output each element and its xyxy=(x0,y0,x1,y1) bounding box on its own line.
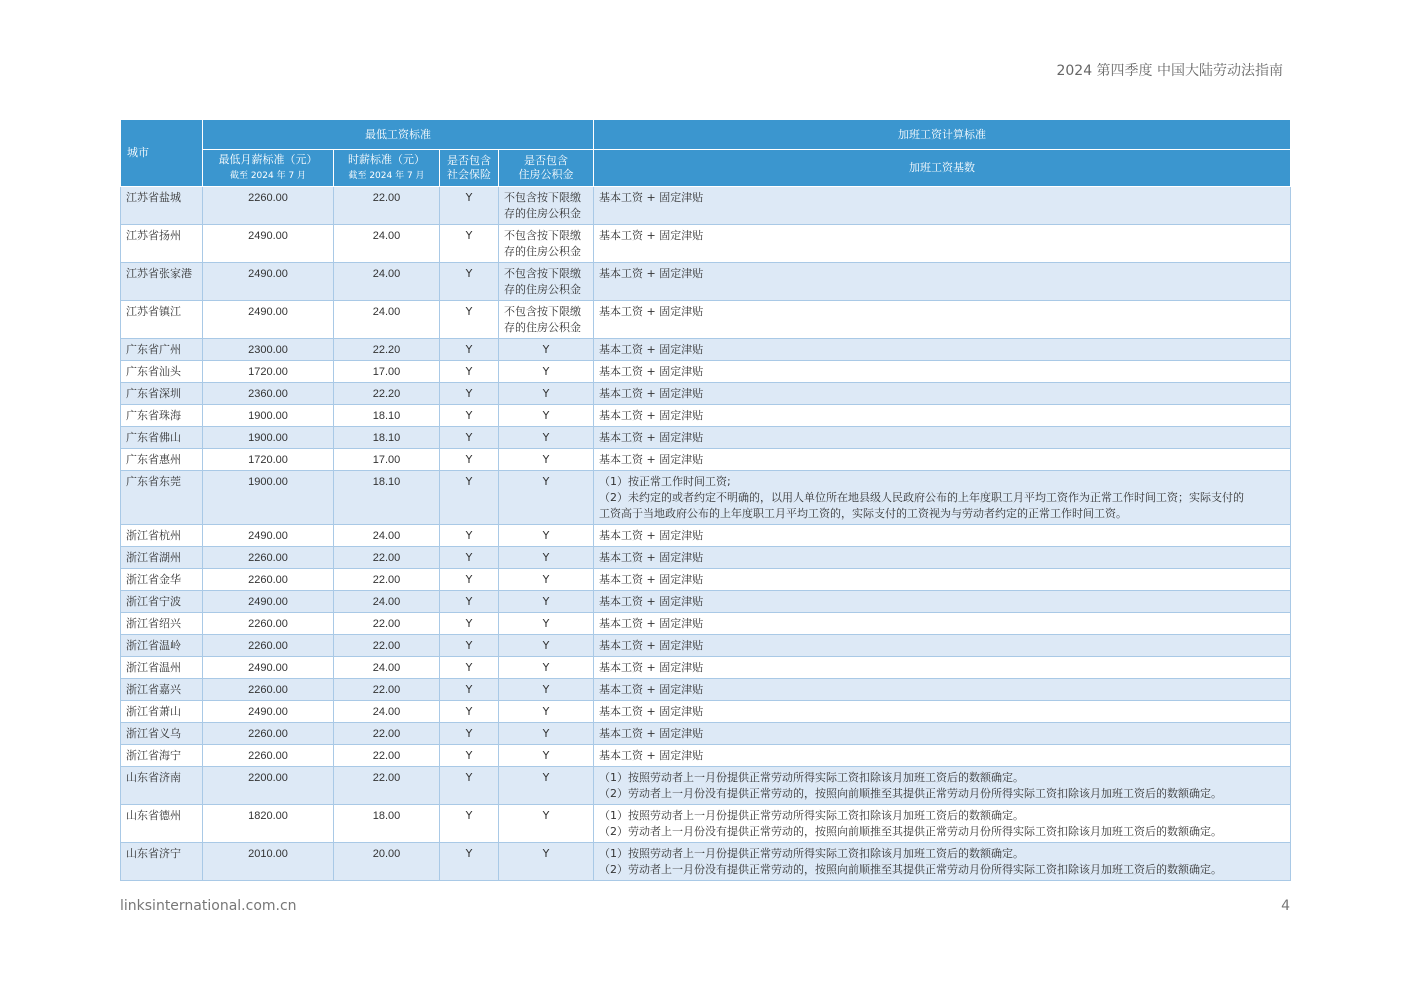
table-row xyxy=(121,263,1291,301)
cell-ot-line: 基本工资 + 固定津贴 xyxy=(599,617,704,630)
cell-ot-line: 基本工资 + 固定津贴 xyxy=(599,453,704,466)
cell-hourly: 24.00 xyxy=(334,701,440,723)
table-row xyxy=(121,361,1291,383)
table-row xyxy=(121,225,1291,263)
cell-ot-line: 基本工资 + 固定津贴 xyxy=(599,749,704,762)
table-row xyxy=(121,427,1291,449)
cell-housing xyxy=(499,383,594,405)
cell-ot-base xyxy=(594,187,1291,225)
cell-ot-line: 基本工资 + 固定津贴 xyxy=(599,705,704,718)
cell-monthly: 1720.00 xyxy=(203,361,334,383)
cell-monthly: 2260.00 xyxy=(203,547,334,569)
cell-city: 江苏省张家港 xyxy=(121,263,203,301)
table-row xyxy=(121,525,1291,547)
cell-social: Y xyxy=(440,187,499,225)
cell-monthly: 1900.00 xyxy=(203,405,334,427)
cell-ot-base xyxy=(594,339,1291,361)
cell-hourly: 18.10 xyxy=(334,471,440,525)
cell-housing xyxy=(499,405,594,427)
cell-ot-base xyxy=(594,263,1291,301)
cell-social: Y xyxy=(440,427,499,449)
cell-ot-line: 基本工资 + 固定津贴 xyxy=(599,529,704,542)
page-number: 4 xyxy=(1281,898,1290,914)
table-row xyxy=(121,569,1291,591)
cell-ot-base xyxy=(594,301,1291,339)
table-row xyxy=(121,383,1291,405)
cell-monthly: 2260.00 xyxy=(203,723,334,745)
cell-ot-line: 基本工资 + 固定津贴 xyxy=(599,727,704,740)
cell-city: 江苏省镇江 xyxy=(121,301,203,339)
cell-monthly: 2260.00 xyxy=(203,679,334,701)
header-min-wage-group: 最低工资标准 xyxy=(203,120,594,150)
cell-hourly: 24.00 xyxy=(334,225,440,263)
table-row xyxy=(121,843,1291,881)
cell-city: 广东省珠海 xyxy=(121,405,203,427)
header-housing-line1: 是否包含 xyxy=(524,154,568,167)
cell-city: 山东省济宁 xyxy=(121,843,203,881)
cell-housing-line: 存的住房公积金 xyxy=(504,321,581,334)
cell-monthly: 2490.00 xyxy=(203,225,334,263)
cell-ot-line: （2）劳动者上一月份没有提供正常劳动的，按照向前顺推至其提供正常劳动月份所得实际工资扣除该月加班工资后的数额确定。 xyxy=(599,825,1222,838)
table-row xyxy=(121,547,1291,569)
cell-social: Y xyxy=(440,701,499,723)
cell-hourly: 22.00 xyxy=(334,767,440,805)
cell-monthly: 1820.00 xyxy=(203,805,334,843)
cell-monthly: 2490.00 xyxy=(203,525,334,547)
cell-social: Y xyxy=(440,405,499,427)
table-row xyxy=(121,767,1291,805)
cell-monthly: 2490.00 xyxy=(203,263,334,301)
cell-city: 浙江省嘉兴 xyxy=(121,679,203,701)
minimum-wage-table xyxy=(120,119,1291,881)
cell-housing-line: Y xyxy=(542,727,550,740)
cell-ot-base xyxy=(594,361,1291,383)
cell-city: 江苏省盐城 xyxy=(121,187,203,225)
cell-ot-base xyxy=(594,471,1291,525)
cell-social: Y xyxy=(440,723,499,745)
cell-ot-base xyxy=(594,679,1291,701)
table-row xyxy=(121,613,1291,635)
cell-monthly: 2360.00 xyxy=(203,383,334,405)
cell-hourly: 22.00 xyxy=(334,679,440,701)
cell-housing-line: Y xyxy=(542,475,550,488)
cell-housing-line: Y xyxy=(542,409,550,422)
cell-city: 广东省佛山 xyxy=(121,427,203,449)
table-row xyxy=(121,701,1291,723)
cell-city: 江苏省扬州 xyxy=(121,225,203,263)
cell-housing xyxy=(499,339,594,361)
cell-housing xyxy=(499,591,594,613)
cell-housing-line: Y xyxy=(542,847,550,860)
cell-housing xyxy=(499,569,594,591)
cell-housing xyxy=(499,805,594,843)
cell-housing-line: Y xyxy=(542,387,550,400)
cell-ot-line: 基本工资 + 固定津贴 xyxy=(599,409,704,422)
cell-social: Y xyxy=(440,745,499,767)
cell-ot-base xyxy=(594,525,1291,547)
cell-monthly: 2010.00 xyxy=(203,843,334,881)
cell-hourly: 18.10 xyxy=(334,427,440,449)
cell-housing xyxy=(499,679,594,701)
table-row xyxy=(121,471,1291,525)
cell-social: Y xyxy=(440,263,499,301)
cell-hourly: 22.00 xyxy=(334,635,440,657)
cell-ot-base xyxy=(594,613,1291,635)
cell-city: 山东省济南 xyxy=(121,767,203,805)
cell-social: Y xyxy=(440,767,499,805)
cell-city: 广东省汕头 xyxy=(121,361,203,383)
table-row xyxy=(121,635,1291,657)
cell-ot-line: 工资高于当地政府公布的上年度职工月平均工资的，实际支付的工资视为与劳动者约定的正常工作时间工资。 xyxy=(599,507,1127,520)
cell-city: 浙江省萧山 xyxy=(121,701,203,723)
cell-monthly: 2490.00 xyxy=(203,701,334,723)
cell-social: Y xyxy=(440,471,499,525)
cell-ot-base xyxy=(594,723,1291,745)
cell-social: Y xyxy=(440,301,499,339)
header-social xyxy=(440,150,499,187)
cell-social: Y xyxy=(440,805,499,843)
cell-ot-line: （2）未约定的或者约定不明确的，以用人单位所在地县级人民政府公布的上年度职工月平均工资作为正常工作时间工资；实际支付的 xyxy=(599,491,1244,504)
cell-monthly: 2300.00 xyxy=(203,339,334,361)
cell-social: Y xyxy=(440,383,499,405)
cell-social: Y xyxy=(440,613,499,635)
cell-social: Y xyxy=(440,339,499,361)
cell-housing xyxy=(499,301,594,339)
table-row xyxy=(121,745,1291,767)
cell-housing xyxy=(499,547,594,569)
cell-monthly: 2260.00 xyxy=(203,745,334,767)
cell-social: Y xyxy=(440,225,499,263)
cell-housing-line: Y xyxy=(542,749,550,762)
cell-housing-line: 不包含按下限缴 xyxy=(504,229,581,242)
cell-ot-base xyxy=(594,383,1291,405)
cell-ot-base xyxy=(594,591,1291,613)
table-row xyxy=(121,657,1291,679)
table-row xyxy=(121,405,1291,427)
cell-ot-line: 基本工资 + 固定津贴 xyxy=(599,229,704,242)
cell-ot-line: 基本工资 + 固定津贴 xyxy=(599,387,704,400)
cell-housing xyxy=(499,361,594,383)
cell-ot-line: 基本工资 + 固定津贴 xyxy=(599,267,704,280)
cell-ot-line: 基本工资 + 固定津贴 xyxy=(599,661,704,674)
cell-ot-base xyxy=(594,805,1291,843)
cell-city: 广东省深圳 xyxy=(121,383,203,405)
cell-housing xyxy=(499,525,594,547)
cell-city: 浙江省绍兴 xyxy=(121,613,203,635)
cell-ot-line: 基本工资 + 固定津贴 xyxy=(599,343,704,356)
cell-housing xyxy=(499,225,594,263)
table-row xyxy=(121,679,1291,701)
cell-ot-line: （1）按照劳动者上一月份提供正常劳动所得实际工资扣除该月加班工资后的数额确定。 xyxy=(599,771,1024,784)
cell-ot-base xyxy=(594,449,1291,471)
header-hourly xyxy=(334,150,440,187)
cell-city: 浙江省宁波 xyxy=(121,591,203,613)
cell-housing-line: Y xyxy=(542,573,550,586)
cell-hourly: 22.00 xyxy=(334,187,440,225)
cell-housing-line: 存的住房公积金 xyxy=(504,245,581,258)
header-social-line2: 社会保险 xyxy=(447,168,491,181)
cell-ot-base xyxy=(594,657,1291,679)
cell-ot-line: （1）按正常工作时间工资; xyxy=(599,475,731,488)
cell-housing-line: Y xyxy=(542,639,550,652)
cell-housing-line: Y xyxy=(542,683,550,696)
cell-monthly: 2490.00 xyxy=(203,301,334,339)
cell-housing-line: Y xyxy=(542,529,550,542)
cell-housing-line: Y xyxy=(542,617,550,630)
header-housing xyxy=(499,150,594,187)
cell-ot-line: （2）劳动者上一月份没有提供正常劳动的，按照向前顺推至其提供正常劳动月份所得实际工资扣除该月加班工资后的数额确定。 xyxy=(599,787,1222,800)
cell-housing xyxy=(499,745,594,767)
cell-hourly: 20.00 xyxy=(334,843,440,881)
table-body xyxy=(121,187,1291,881)
cell-ot-line: 基本工资 + 固定津贴 xyxy=(599,683,704,696)
cell-housing xyxy=(499,657,594,679)
cell-housing xyxy=(499,263,594,301)
cell-housing xyxy=(499,449,594,471)
cell-housing-line: Y xyxy=(542,365,550,378)
cell-social: Y xyxy=(440,361,499,383)
cell-ot-base xyxy=(594,225,1291,263)
header-monthly-label: 最低月薪标准（元） xyxy=(218,153,318,166)
cell-ot-line: （1）按照劳动者上一月份提供正常劳动所得实际工资扣除该月加班工资后的数额确定。 xyxy=(599,847,1024,860)
cell-social: Y xyxy=(440,449,499,471)
cell-housing-line: Y xyxy=(542,661,550,674)
cell-housing-line: Y xyxy=(542,705,550,718)
cell-monthly: 2260.00 xyxy=(203,569,334,591)
cell-housing xyxy=(499,723,594,745)
cell-social: Y xyxy=(440,569,499,591)
cell-housing-line: 不包含按下限缴 xyxy=(504,267,581,280)
cell-ot-line: 基本工资 + 固定津贴 xyxy=(599,191,704,204)
cell-social: Y xyxy=(440,547,499,569)
cell-city: 广东省惠州 xyxy=(121,449,203,471)
cell-hourly: 22.00 xyxy=(334,723,440,745)
table-row xyxy=(121,723,1291,745)
cell-ot-line: 基本工资 + 固定津贴 xyxy=(599,573,704,586)
cell-ot-base xyxy=(594,427,1291,449)
cell-housing-line: Y xyxy=(542,431,550,444)
cell-monthly: 1720.00 xyxy=(203,449,334,471)
cell-city: 浙江省海宁 xyxy=(121,745,203,767)
cell-ot-line: 基本工资 + 固定津贴 xyxy=(599,305,704,318)
cell-city: 浙江省杭州 xyxy=(121,525,203,547)
cell-hourly: 18.00 xyxy=(334,805,440,843)
cell-ot-base xyxy=(594,767,1291,805)
cell-ot-line: 基本工资 + 固定津贴 xyxy=(599,431,704,444)
cell-housing-line: 不包含按下限缴 xyxy=(504,191,581,204)
cell-social: Y xyxy=(440,657,499,679)
cell-social: Y xyxy=(440,591,499,613)
cell-ot-base xyxy=(594,405,1291,427)
cell-city: 浙江省金华 xyxy=(121,569,203,591)
table-row xyxy=(121,301,1291,339)
cell-hourly: 24.00 xyxy=(334,263,440,301)
cell-city: 浙江省温岭 xyxy=(121,635,203,657)
cell-social: Y xyxy=(440,843,499,881)
cell-hourly: 17.00 xyxy=(334,361,440,383)
cell-hourly: 22.20 xyxy=(334,383,440,405)
cell-ot-line: 基本工资 + 固定津贴 xyxy=(599,551,704,564)
cell-monthly: 2490.00 xyxy=(203,657,334,679)
cell-city: 山东省德州 xyxy=(121,805,203,843)
cell-social: Y xyxy=(440,635,499,657)
table-row xyxy=(121,805,1291,843)
cell-social: Y xyxy=(440,679,499,701)
cell-monthly: 2490.00 xyxy=(203,591,334,613)
cell-housing xyxy=(499,613,594,635)
cell-hourly: 22.00 xyxy=(334,569,440,591)
footer-url: linksinternational.com.cn xyxy=(120,898,297,914)
cell-monthly: 2200.00 xyxy=(203,767,334,805)
header-ot-base: 加班工资基数 xyxy=(594,150,1291,187)
cell-hourly: 22.00 xyxy=(334,613,440,635)
cell-housing xyxy=(499,635,594,657)
cell-housing-line: Y xyxy=(542,771,550,784)
page-header-title: 2024 第四季度 中国大陆劳动法指南 xyxy=(1056,63,1283,79)
cell-ot-line: 基本工资 + 固定津贴 xyxy=(599,595,704,608)
cell-monthly: 1900.00 xyxy=(203,427,334,449)
header-hourly-sub: 截至 2024 年 7 月 xyxy=(348,171,425,181)
cell-ot-base xyxy=(594,745,1291,767)
cell-monthly: 2260.00 xyxy=(203,635,334,657)
cell-hourly: 24.00 xyxy=(334,591,440,613)
cell-hourly: 24.00 xyxy=(334,657,440,679)
cell-ot-base xyxy=(594,843,1291,881)
cell-city: 浙江省义乌 xyxy=(121,723,203,745)
cell-housing-line: Y xyxy=(542,453,550,466)
header-overtime-group: 加班工资计算标准 xyxy=(594,120,1291,150)
cell-ot-line: （2）劳动者上一月份没有提供正常劳动的，按照向前顺推至其提供正常劳动月份所得实际工资扣除该月加班工资后的数额确定。 xyxy=(599,863,1222,876)
header-housing-line2: 住房公积金 xyxy=(518,168,574,181)
table-row xyxy=(121,449,1291,471)
cell-city: 广东省广州 xyxy=(121,339,203,361)
cell-housing-line: Y xyxy=(542,343,550,356)
header-monthly-sub: 截至 2024 年 7 月 xyxy=(229,171,307,181)
table-row xyxy=(121,339,1291,361)
cell-monthly: 1900.00 xyxy=(203,471,334,525)
cell-housing-line: 存的住房公积金 xyxy=(504,283,581,296)
cell-hourly: 22.00 xyxy=(334,547,440,569)
cell-hourly: 24.00 xyxy=(334,301,440,339)
cell-housing-line: 不包含按下限缴 xyxy=(504,305,581,318)
cell-ot-base xyxy=(594,569,1291,591)
cell-hourly: 22.20 xyxy=(334,339,440,361)
cell-hourly: 17.00 xyxy=(334,449,440,471)
cell-ot-base xyxy=(594,635,1291,657)
cell-housing xyxy=(499,187,594,225)
cell-hourly: 24.00 xyxy=(334,525,440,547)
header-city: 城市 xyxy=(121,120,203,187)
cell-ot-line: 基本工资 + 固定津贴 xyxy=(599,639,704,652)
table-row xyxy=(121,187,1291,225)
cell-hourly: 22.00 xyxy=(334,745,440,767)
cell-monthly: 2260.00 xyxy=(203,187,334,225)
cell-housing xyxy=(499,701,594,723)
cell-city: 浙江省温州 xyxy=(121,657,203,679)
cell-housing xyxy=(499,427,594,449)
cell-ot-line: （1）按照劳动者上一月份提供正常劳动所得实际工资扣除该月加班工资后的数额确定。 xyxy=(599,809,1024,822)
cell-housing-line: Y xyxy=(542,595,550,608)
cell-housing xyxy=(499,767,594,805)
cell-city: 广东省东莞 xyxy=(121,471,203,525)
header-social-line1: 是否包含 xyxy=(447,154,491,167)
cell-hourly: 18.10 xyxy=(334,405,440,427)
cell-housing xyxy=(499,843,594,881)
cell-ot-line: 基本工资 + 固定津贴 xyxy=(599,365,704,378)
header-monthly xyxy=(203,150,334,187)
cell-social: Y xyxy=(440,525,499,547)
cell-housing-line: Y xyxy=(542,809,550,822)
cell-housing-line: Y xyxy=(542,551,550,564)
cell-ot-base xyxy=(594,701,1291,723)
table-row xyxy=(121,591,1291,613)
header-hourly-label: 时薪标准（元） xyxy=(348,153,425,166)
cell-housing xyxy=(499,471,594,525)
cell-ot-base xyxy=(594,547,1291,569)
cell-city: 浙江省湖州 xyxy=(121,547,203,569)
cell-monthly: 2260.00 xyxy=(203,613,334,635)
cell-housing-line: 存的住房公积金 xyxy=(504,207,581,220)
